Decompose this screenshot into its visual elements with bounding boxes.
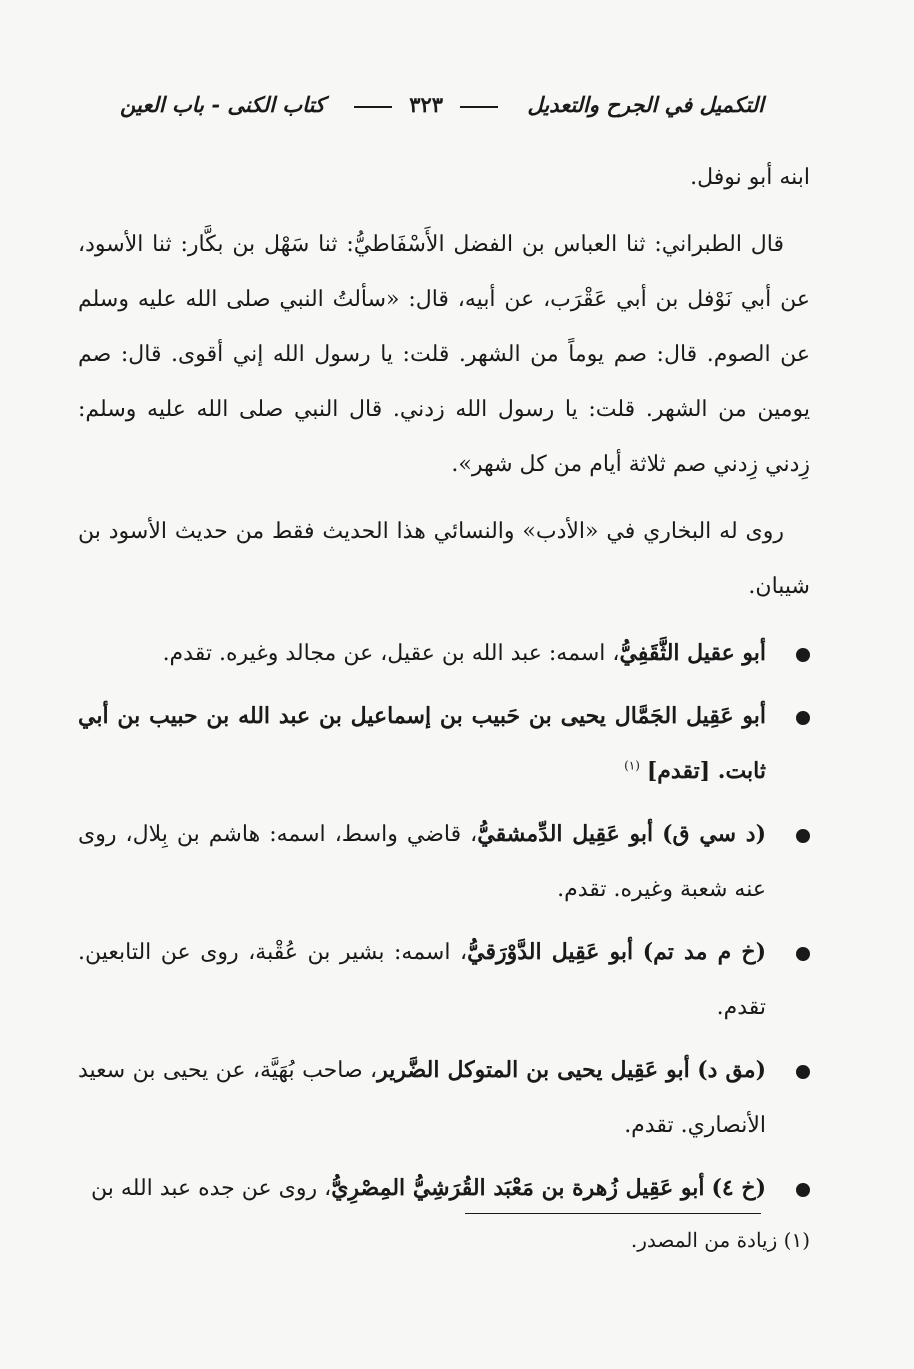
entry-prefix: (مق د) <box>697 1057 766 1083</box>
entry-name: أبو عَقِيل الجَمَّال يحيى بن حَبيب بن إسماعيل بن عبد الله بن حبيب بن أبي ثابت. [تقدم] <box>78 703 766 784</box>
paragraph-continuation: ابنه أبو نوفل. <box>690 165 810 190</box>
paragraph-hadith: قال الطبراني: ثنا العباس بن الفضل الأَسْفَاطيُّ: ثنا سَهْل بن بكَّار: ثنا الأسود، عن أبي نَوْفل بن أبي عَقْرَب، عن أبيه، قال: «سألتُ النبي صلى الله عليه وسلم عن الصوم. قال: صم يوماً من الشهر. قلت: يا رسول الله إني أقوى. قال: صم يومين من الشهر. قلت: يا رسول الله زدني. قال النبي صلى الله عليه وسلم: زِدني زِدني صم ثلاثة أيام من كل شهر». <box>78 232 810 477</box>
header-book-title: التكميل في الجرح والتعديل <box>527 92 764 117</box>
entry-text: ، روى عن جده عبد الله بن <box>91 1176 332 1201</box>
entry-prefix: (د سي ق) <box>662 821 767 847</box>
running-header <box>120 92 764 117</box>
bullet-icon <box>796 711 810 725</box>
footnote-mark: (١) <box>624 758 640 773</box>
bullet-icon <box>796 947 810 961</box>
bullet-icon <box>796 648 810 662</box>
biography-entry <box>78 626 810 681</box>
header-section-title: كتاب الكنى - باب العين <box>120 92 325 117</box>
biography-entry <box>78 925 810 1035</box>
footnote: (١) زيادة من المصدر. <box>630 1228 810 1252</box>
footnote-divider <box>465 1213 761 1214</box>
entry-prefix: (خ ٤) <box>711 1175 766 1201</box>
entry-prefix: (خ م مد تم) <box>642 939 767 965</box>
entry-name: أبو عَقِيل زُهرة بن مَعْبَد القُرَشِيُّ المِصْرِيُّ <box>331 1175 705 1201</box>
entry-text: ، صاحب بُهَيَّة، عن يحيى بن سعيد الأنصاري. تقدم. <box>78 1058 766 1138</box>
main-text <box>78 150 810 1224</box>
bullet-icon <box>796 1183 810 1197</box>
entry-name: أبو عَقِيل يحيى بن المتوكل الضَّرير <box>377 1057 690 1083</box>
entry-text: ، اسمه: بشير بن عُقْبة، روى عن التابعين. تقدم. <box>78 940 766 1020</box>
biography-entry <box>78 689 810 799</box>
page-number: ٣٢٣ <box>409 92 444 117</box>
header-dash-right <box>460 106 498 108</box>
biography-entry <box>78 1161 810 1216</box>
header-center <box>344 92 508 117</box>
biography-entry <box>78 807 810 917</box>
entry-text: ، اسمه: عبد الله بن عقيل، عن مجالد وغيره. تقدم. <box>162 641 620 666</box>
entry-name: أبو عقيل الثَّقَفِيُّ <box>619 640 766 666</box>
entry-name: أبو عَقِيل الدَّوْرَقيُّ <box>467 939 634 965</box>
bullet-icon <box>796 1065 810 1079</box>
header-dash-left <box>354 106 392 108</box>
bullet-icon <box>796 829 810 843</box>
biography-entry <box>78 1043 810 1153</box>
entry-name: أبو عَقِيل الدِّمشقيُّ <box>477 821 654 847</box>
paragraph-narration-note: روى له البخاري في «الأدب» والنسائي هذا الحديث فقط من حديث الأسود بن شيبان. <box>78 519 810 599</box>
entry-text: ، قاضي واسط، اسمه: هاشم بن بِلال، روى عنه شعبة وغيره. تقدم. <box>78 822 766 902</box>
